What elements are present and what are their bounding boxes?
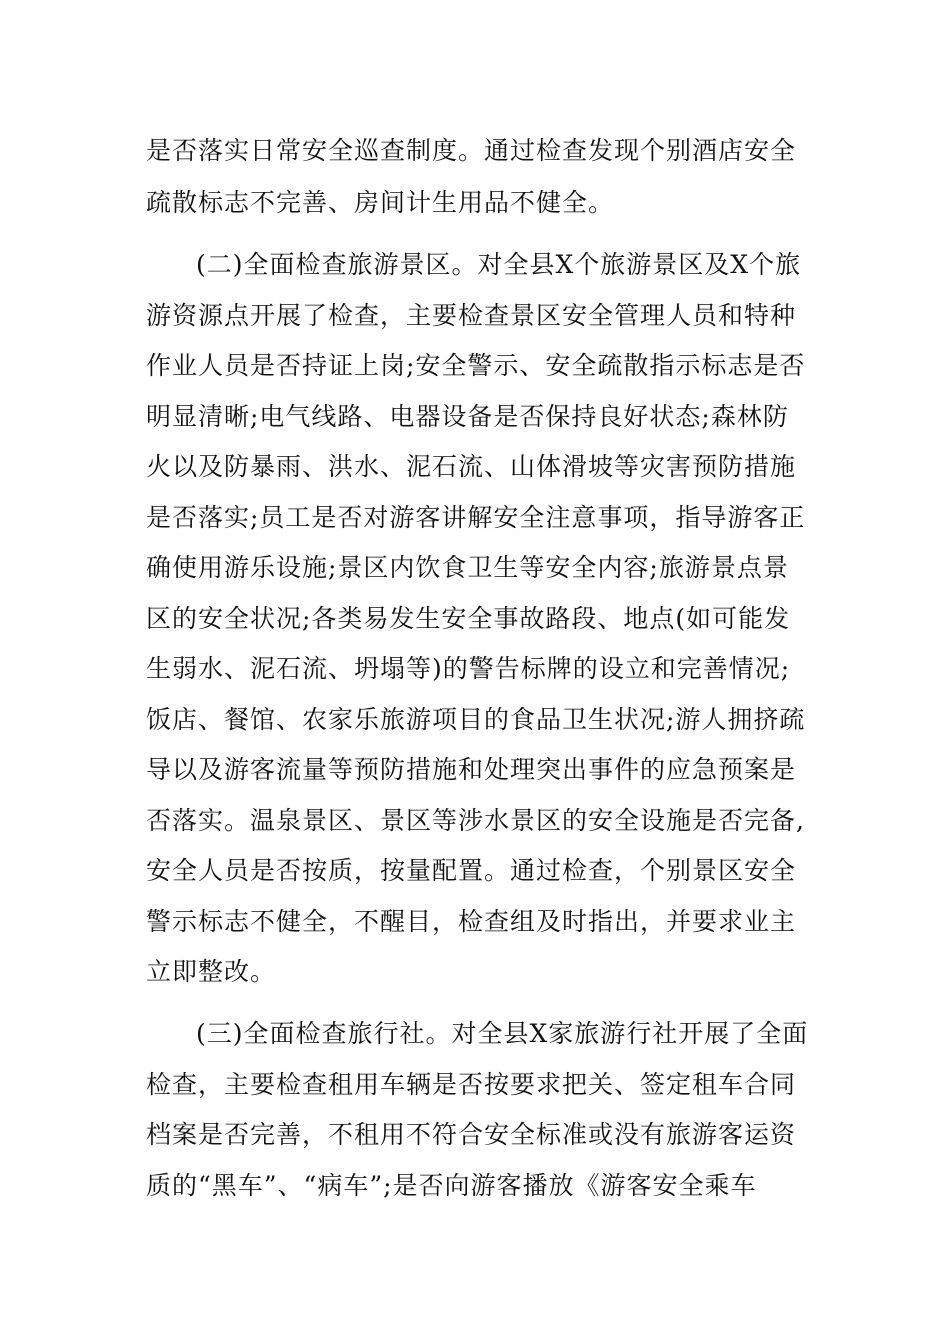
text-line: 明显清晰;电气线路、电器设备是否保持良好状态;森林防 (146, 402, 789, 431)
text-line: 确使用游乐设施;景区内饮食卫生等安全内容;旅游景点景 (146, 553, 789, 582)
text-line: 是否落实日常安全巡查制度。通过检查发现个别酒店安全 (146, 136, 797, 165)
text-line: 是否落实;员工是否对游客讲解安全注意事项，指导游客正 (146, 503, 806, 532)
paragraph-3-first-line: (三)全面检查旅行社。对全县X家旅游行社开展了全面 (196, 1019, 809, 1048)
text-line: 档案是否完善，不租用不符合安全标准或没有旅游客运资 (146, 1120, 797, 1149)
text-line: 疏散标志不完善、房间计生用品不健全。 (146, 188, 615, 217)
text-line: 否落实。温泉景区、景区等涉水景区的安全设施是否完备, (146, 806, 805, 835)
text-line: 警示标志不健全，不醒目，检查组及时指出，并要求业主 (146, 907, 797, 936)
text-line: 区的安全状况;各类易发生安全事故路段、地点(如可能发 (146, 604, 791, 633)
text-line: 火以及防暴雨、洪水、泥石流、山体滑坡等灾害预防措施 (146, 452, 797, 481)
text-line: 游资源点开展了检查，主要检查景区安全管理人员和特种 (146, 301, 797, 330)
text-line: 检查，主要检查租用车辆是否按要求把关、签定租车合同 (146, 1070, 797, 1099)
text-line: 作业人员是否持证上岗;安全警示、安全疏散指示标志是否 (146, 351, 806, 380)
text-line: 立即整改。 (146, 957, 277, 986)
text-line: 饭店、餐馆、农家乐旅游项目的食品卫生状况;游人拥挤疏 (146, 705, 806, 734)
text-line: 质的“黑车”、“病车”;是否向游客播放《游客安全乘车 (146, 1171, 757, 1200)
text-line: 安全人员是否按质，按量配置。通过检查，个别景区安全 (146, 856, 797, 885)
text-line: 导以及游客流量等预防措施和处理突出事件的应急预案是 (146, 755, 797, 784)
paragraph-2-first-line: (二)全面检查旅游景区。对全县X个旅游景区及X个旅 (196, 250, 802, 279)
text-line: 生弱水、泥石流、坍塌等)的警告标牌的设立和完善情况; (146, 654, 791, 683)
